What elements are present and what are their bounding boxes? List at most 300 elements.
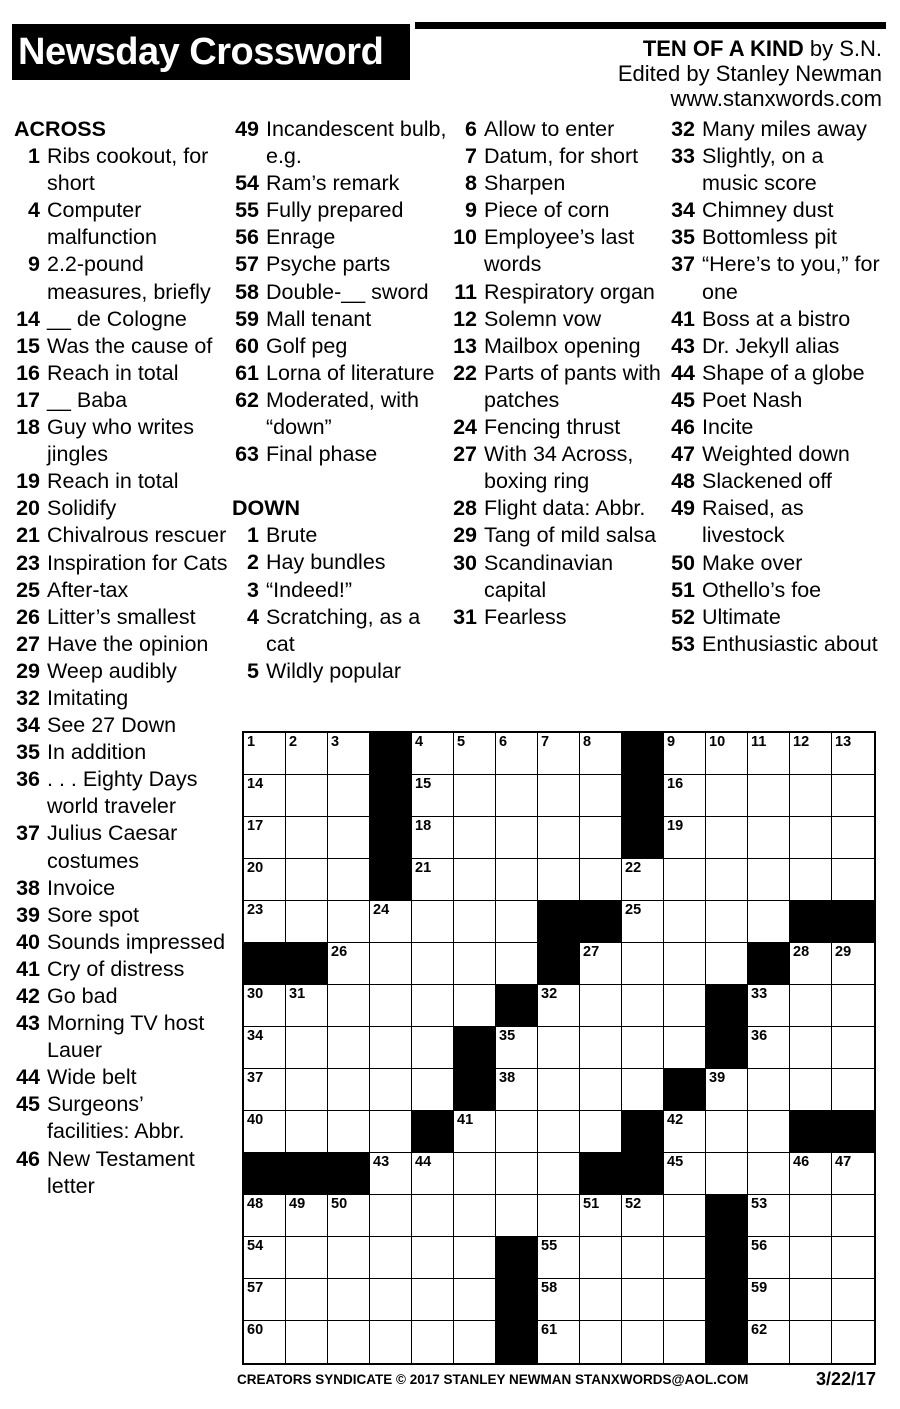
cell-number: 28 [793, 944, 810, 960]
down-clue [668, 441, 883, 468]
clue-number: 37 [671, 252, 695, 277]
grid-cell[interactable] [412, 985, 454, 1027]
grid-cell[interactable] [832, 1195, 874, 1237]
footer-credit: CREATORS SYNDICATE © 2017 STANLEY NEWMAN STANXWORDS@AOL.COM [237, 1372, 749, 1387]
grid-cell[interactable] [706, 1153, 748, 1195]
grid-cell[interactable] [622, 1237, 664, 1279]
grid-cell[interactable] [454, 901, 496, 943]
grid-cell[interactable] [790, 1321, 832, 1363]
grid-cell[interactable] [622, 943, 664, 985]
grid-cell[interactable] [328, 775, 370, 817]
grid-cell[interactable] [832, 775, 874, 817]
grid-cell[interactable] [538, 733, 580, 775]
grid-cell[interactable] [748, 733, 790, 775]
grid-cell[interactable] [496, 733, 538, 775]
grid-cell[interactable] [580, 817, 622, 859]
across-clue [14, 929, 229, 956]
clue-text: Double-__ sword [266, 279, 429, 304]
across-clue [14, 820, 229, 874]
grid-cell[interactable] [664, 1111, 706, 1153]
clue-text: Fencing thrust [484, 415, 621, 440]
grid-cell[interactable] [790, 1153, 832, 1195]
grid-cell[interactable] [244, 1027, 286, 1069]
clue-text: Incandescent bulb, e.g. [266, 117, 447, 169]
grid-cell[interactable] [664, 901, 706, 943]
grid-cell[interactable] [580, 775, 622, 817]
cell-number: 9 [667, 734, 676, 750]
grid-cell[interactable] [286, 1069, 328, 1111]
grid-cell[interactable] [538, 1111, 580, 1153]
grid-cell[interactable] [790, 1279, 832, 1321]
clue-number: 21 [16, 523, 40, 548]
grid-cell[interactable] [748, 1069, 790, 1111]
clue-number: 4 [247, 604, 259, 629]
grid-cell[interactable] [706, 817, 748, 859]
clue-text: Sounds impressed [47, 929, 226, 954]
clue-number: 3 [247, 577, 259, 602]
grid-cell[interactable] [328, 1027, 370, 1069]
grid-cell[interactable] [412, 859, 454, 901]
grid-cell[interactable] [454, 733, 496, 775]
grid-cell[interactable] [832, 1027, 874, 1069]
grid-cell[interactable] [286, 985, 328, 1027]
grid-cell[interactable] [538, 1195, 580, 1237]
cell-number: 2 [289, 734, 298, 750]
clue-column-2 [232, 116, 447, 685]
grid-cell[interactable] [244, 1321, 286, 1363]
down-clue [668, 550, 883, 577]
cell-number: 47 [835, 1154, 852, 1170]
grid-cell[interactable] [790, 985, 832, 1027]
grid-cell[interactable] [580, 985, 622, 1027]
grid-cell[interactable] [454, 1237, 496, 1279]
grid-cell[interactable] [244, 1195, 286, 1237]
grid-cell[interactable] [286, 1279, 328, 1321]
cell-number: 11 [751, 734, 767, 750]
grid-cell[interactable] [328, 859, 370, 901]
black-square [706, 1237, 748, 1279]
grid-cell[interactable] [622, 1027, 664, 1069]
grid-cell[interactable] [748, 817, 790, 859]
clue-number: 31 [453, 604, 477, 629]
clue-text: Solemn vow [484, 306, 602, 331]
clue-text: New Testament letter [47, 1146, 195, 1198]
grid-cell[interactable] [622, 1279, 664, 1321]
grid-cell[interactable] [244, 733, 286, 775]
grid-cell[interactable] [328, 901, 370, 943]
grid-cell[interactable] [706, 943, 748, 985]
clue-text: In addition [47, 740, 147, 765]
grid-cell[interactable] [244, 1111, 286, 1153]
grid-cell[interactable] [706, 1111, 748, 1153]
grid-cell[interactable] [286, 1111, 328, 1153]
grid-cell[interactable] [790, 1027, 832, 1069]
cell-number: 49 [289, 1196, 306, 1212]
grid-cell[interactable] [790, 733, 832, 775]
black-square [622, 775, 664, 817]
grid-cell[interactable] [664, 1237, 706, 1279]
grid-cell[interactable] [370, 1321, 412, 1363]
grid-cell[interactable] [412, 1321, 454, 1363]
grid-cell[interactable] [664, 1027, 706, 1069]
grid-cell[interactable] [664, 943, 706, 985]
grid-cell[interactable] [832, 985, 874, 1027]
clue-text: Flight data: Abbr. [484, 496, 646, 521]
down-clue [232, 522, 447, 549]
grid-cell[interactable] [244, 1279, 286, 1321]
grid-cell[interactable] [370, 1195, 412, 1237]
grid-cell[interactable] [496, 1069, 538, 1111]
clue-text: Hay bundles [266, 550, 386, 575]
grid-cell[interactable] [286, 859, 328, 901]
grid-cell[interactable] [412, 775, 454, 817]
grid-cell[interactable] [412, 1027, 454, 1069]
grid-cell[interactable] [496, 1027, 538, 1069]
grid-cell[interactable] [748, 1027, 790, 1069]
black-square [790, 901, 832, 943]
grid-cell[interactable] [370, 1237, 412, 1279]
grid-cell[interactable] [538, 985, 580, 1027]
grid-cell[interactable] [286, 817, 328, 859]
clue-number: 19 [16, 469, 40, 494]
grid-cell[interactable] [790, 1069, 832, 1111]
grid-cell[interactable] [538, 1027, 580, 1069]
across-clue [14, 387, 229, 414]
grid-cell[interactable] [244, 859, 286, 901]
grid-cell[interactable] [328, 1279, 370, 1321]
grid-cell[interactable] [622, 1321, 664, 1363]
grid-cell[interactable] [790, 1237, 832, 1279]
grid-cell[interactable] [832, 859, 874, 901]
grid-cell[interactable] [832, 1279, 874, 1321]
cell-number: 36 [751, 1028, 768, 1044]
down-clue [450, 414, 665, 441]
grid-cell[interactable] [790, 943, 832, 985]
grid-cell[interactable] [580, 1069, 622, 1111]
down-clue [450, 441, 665, 495]
clue-text: Fearless [484, 604, 567, 629]
grid-cell[interactable] [370, 943, 412, 985]
clue-number: 24 [453, 415, 477, 440]
grid-cell[interactable] [412, 943, 454, 985]
grid-cell[interactable] [412, 1237, 454, 1279]
grid-cell[interactable] [496, 859, 538, 901]
grid-cell[interactable] [328, 1321, 370, 1363]
grid-cell[interactable] [454, 775, 496, 817]
clue-number: 38 [16, 875, 40, 900]
grid-cell[interactable] [538, 1069, 580, 1111]
grid-cell[interactable] [370, 1279, 412, 1321]
grid-cell[interactable] [538, 859, 580, 901]
grid-cell[interactable] [664, 817, 706, 859]
clue-number: 37 [16, 821, 40, 846]
grid-cell[interactable] [580, 733, 622, 775]
clue-number: 58 [235, 279, 259, 304]
grid-cell[interactable] [454, 1195, 496, 1237]
grid-cell[interactable] [832, 943, 874, 985]
black-square [706, 1279, 748, 1321]
clue-text: See 27 Down [47, 713, 177, 738]
black-square [706, 1321, 748, 1363]
clue-number: 15 [16, 333, 40, 358]
across-clue [14, 495, 229, 522]
grid-cell[interactable] [664, 733, 706, 775]
grid-cell[interactable] [580, 1321, 622, 1363]
grid-cell[interactable] [748, 1195, 790, 1237]
clue-text: Reach in total [47, 360, 179, 385]
clue-text: Datum, for short [484, 144, 639, 169]
grid-cell[interactable] [244, 1069, 286, 1111]
black-square [244, 1153, 286, 1195]
clue-number: 46 [16, 1146, 40, 1171]
grid-cell[interactable] [622, 859, 664, 901]
cell-number: 35 [499, 1028, 516, 1044]
grid-cell[interactable] [790, 1195, 832, 1237]
grid-cell[interactable] [748, 859, 790, 901]
grid-cell[interactable] [832, 1321, 874, 1363]
grid-cell[interactable] [454, 859, 496, 901]
clue-number: 6 [465, 117, 477, 141]
grid-cell[interactable] [454, 1111, 496, 1153]
grid-cell[interactable] [286, 1237, 328, 1279]
down-clue [450, 604, 665, 631]
grid-cell[interactable] [748, 1321, 790, 1363]
grid-cell[interactable] [412, 901, 454, 943]
grid-cell[interactable] [832, 1237, 874, 1279]
grid-cell[interactable] [790, 817, 832, 859]
grid-cell[interactable] [454, 985, 496, 1027]
grid-cell[interactable] [496, 901, 538, 943]
grid-cell[interactable] [748, 1279, 790, 1321]
across-clue [232, 197, 447, 224]
across-clue [14, 522, 229, 549]
clue-text: __ Baba [47, 387, 128, 412]
grid-cell[interactable] [748, 1111, 790, 1153]
cell-number: 13 [835, 734, 852, 750]
grid-cell[interactable] [580, 859, 622, 901]
grid-cell[interactable] [580, 1195, 622, 1237]
clue-text: Enrage [266, 225, 336, 250]
grid-cell[interactable] [706, 733, 748, 775]
clue-text: Have the opinion [47, 631, 209, 656]
grid-cell[interactable] [412, 1069, 454, 1111]
clue-text: Sore spot [47, 902, 140, 927]
grid-cell[interactable] [832, 1069, 874, 1111]
grid-cell[interactable] [748, 985, 790, 1027]
grid-cell[interactable] [412, 817, 454, 859]
grid-cell[interactable] [832, 1153, 874, 1195]
grid-cell[interactable] [790, 859, 832, 901]
grid-cell[interactable] [370, 985, 412, 1027]
clue-text: Ribs cookout, for short [47, 144, 209, 196]
grid-cell[interactable] [580, 1279, 622, 1321]
grid-cell[interactable] [664, 1279, 706, 1321]
grid-cell[interactable] [244, 985, 286, 1027]
grid-cell[interactable] [748, 901, 790, 943]
clue-number: 42 [16, 984, 40, 1008]
grid-cell[interactable] [370, 1027, 412, 1069]
clue-number: 57 [235, 252, 259, 277]
grid-cell[interactable] [664, 1195, 706, 1237]
grid-cell[interactable] [454, 1279, 496, 1321]
black-square [622, 1111, 664, 1153]
clue-text: Mall tenant [266, 306, 372, 331]
black-square [286, 1153, 328, 1195]
clue-column-4 [668, 116, 883, 658]
cell-number: 46 [793, 1154, 810, 1170]
down-clue [668, 604, 883, 631]
grid-cell[interactable] [538, 1237, 580, 1279]
grid-cell[interactable] [286, 733, 328, 775]
cell-number: 60 [247, 1322, 264, 1338]
grid-cell[interactable] [328, 985, 370, 1027]
clue-number: 47 [671, 442, 695, 467]
across-clue [14, 685, 229, 712]
grid-cell[interactable] [328, 1111, 370, 1153]
grid-cell[interactable] [622, 1195, 664, 1237]
grid-cell[interactable] [538, 775, 580, 817]
grid-cell[interactable] [286, 1027, 328, 1069]
black-square [496, 985, 538, 1027]
clue-text: Brute [266, 523, 318, 548]
down-clue [450, 495, 665, 522]
clue-number: 34 [16, 713, 40, 738]
clue-number: 27 [16, 631, 40, 656]
clue-text: Shape of a globe [702, 360, 865, 385]
cell-number: 62 [751, 1322, 768, 1338]
grid-cell[interactable] [412, 1279, 454, 1321]
clue-text: Employee’s last words [484, 225, 635, 277]
grid-cell[interactable] [496, 1195, 538, 1237]
grid-cell[interactable] [328, 1069, 370, 1111]
grid-cell[interactable] [538, 817, 580, 859]
grid-cell[interactable] [832, 733, 874, 775]
clue-text: Ultimate [702, 604, 781, 629]
clue-text: Wide belt [47, 1065, 137, 1090]
clue-number: 11 [454, 279, 477, 304]
down-clue [668, 224, 883, 251]
grid-cell[interactable] [286, 1321, 328, 1363]
grid-cell[interactable] [664, 859, 706, 901]
grid-cell[interactable] [412, 1195, 454, 1237]
grid-cell[interactable] [496, 817, 538, 859]
grid-cell[interactable] [664, 775, 706, 817]
cell-number: 34 [247, 1028, 264, 1044]
grid-cell[interactable] [706, 1069, 748, 1111]
across-clue [14, 360, 229, 387]
clue-column-3 [450, 116, 665, 631]
down-clue [450, 522, 665, 549]
black-square [706, 985, 748, 1027]
cell-number: 55 [541, 1238, 558, 1254]
black-square [496, 1279, 538, 1321]
down-clue [450, 333, 665, 360]
grid-cell[interactable] [244, 775, 286, 817]
grid-cell[interactable] [328, 733, 370, 775]
grid-cell[interactable] [496, 1111, 538, 1153]
black-square [832, 901, 874, 943]
grid-cell[interactable] [580, 1027, 622, 1069]
grid-cell[interactable] [496, 1153, 538, 1195]
clue-number: 63 [235, 442, 259, 467]
grid-cell[interactable] [706, 859, 748, 901]
grid-cell[interactable] [496, 775, 538, 817]
clue-text: . . . Eighty Days world traveler [47, 767, 198, 819]
clue-number: 28 [453, 496, 477, 521]
grid-cell[interactable] [370, 1111, 412, 1153]
grid-cell[interactable] [328, 1195, 370, 1237]
grid-cell[interactable] [328, 943, 370, 985]
grid-cell[interactable] [748, 1153, 790, 1195]
black-square [538, 901, 580, 943]
clue-number: 49 [671, 496, 695, 521]
grid-cell[interactable] [580, 1237, 622, 1279]
grid-cell[interactable] [370, 901, 412, 943]
clue-text: Scandinavian capital [484, 550, 614, 602]
grid-cell[interactable] [706, 775, 748, 817]
grid-cell[interactable] [286, 775, 328, 817]
grid-cell[interactable] [244, 901, 286, 943]
grid-cell[interactable] [748, 1237, 790, 1279]
grid-cell[interactable] [538, 1279, 580, 1321]
grid-cell[interactable] [454, 943, 496, 985]
clue-text: Inspiration for Cats [47, 550, 228, 575]
grid-cell[interactable] [370, 1069, 412, 1111]
grid-cell[interactable] [286, 901, 328, 943]
cell-number: 5 [457, 734, 466, 750]
clue-text: Mailbox opening [484, 333, 641, 358]
grid-cell[interactable] [412, 733, 454, 775]
across-clue [14, 875, 229, 902]
clue-text: Solidify [47, 496, 117, 521]
cell-number: 24 [373, 902, 390, 918]
cell-number: 30 [247, 986, 264, 1002]
grid-cell[interactable] [748, 775, 790, 817]
grid-cell[interactable] [664, 1153, 706, 1195]
grid-cell[interactable] [622, 901, 664, 943]
grid-cell[interactable] [580, 943, 622, 985]
grid-cell[interactable] [244, 1237, 286, 1279]
grid-cell[interactable] [622, 1069, 664, 1111]
clue-number: 46 [671, 415, 695, 440]
grid-cell[interactable] [580, 1111, 622, 1153]
clue-number: 22 [453, 360, 477, 385]
grid-cell[interactable] [496, 943, 538, 985]
grid-cell[interactable] [370, 1153, 412, 1195]
clue-text: Slackened off [702, 469, 832, 494]
grid-cell[interactable] [664, 985, 706, 1027]
grid-cell[interactable] [454, 1153, 496, 1195]
grid-cell[interactable] [706, 901, 748, 943]
grid-cell[interactable] [244, 817, 286, 859]
grid-cell[interactable] [622, 985, 664, 1027]
down-clue [450, 279, 665, 306]
grid-cell[interactable] [328, 817, 370, 859]
black-square [370, 733, 412, 775]
grid-cell[interactable] [790, 775, 832, 817]
grid-cell[interactable] [538, 1153, 580, 1195]
across-clue [232, 170, 447, 197]
grid-cell[interactable] [832, 817, 874, 859]
grid-cell[interactable] [454, 1321, 496, 1363]
grid-cell[interactable] [454, 817, 496, 859]
grid-cell[interactable] [538, 1321, 580, 1363]
grid-cell[interactable] [328, 1237, 370, 1279]
grid-cell[interactable] [286, 1195, 328, 1237]
grid-cell[interactable] [412, 1153, 454, 1195]
down-clue [668, 577, 883, 604]
grid-cell[interactable] [664, 1321, 706, 1363]
